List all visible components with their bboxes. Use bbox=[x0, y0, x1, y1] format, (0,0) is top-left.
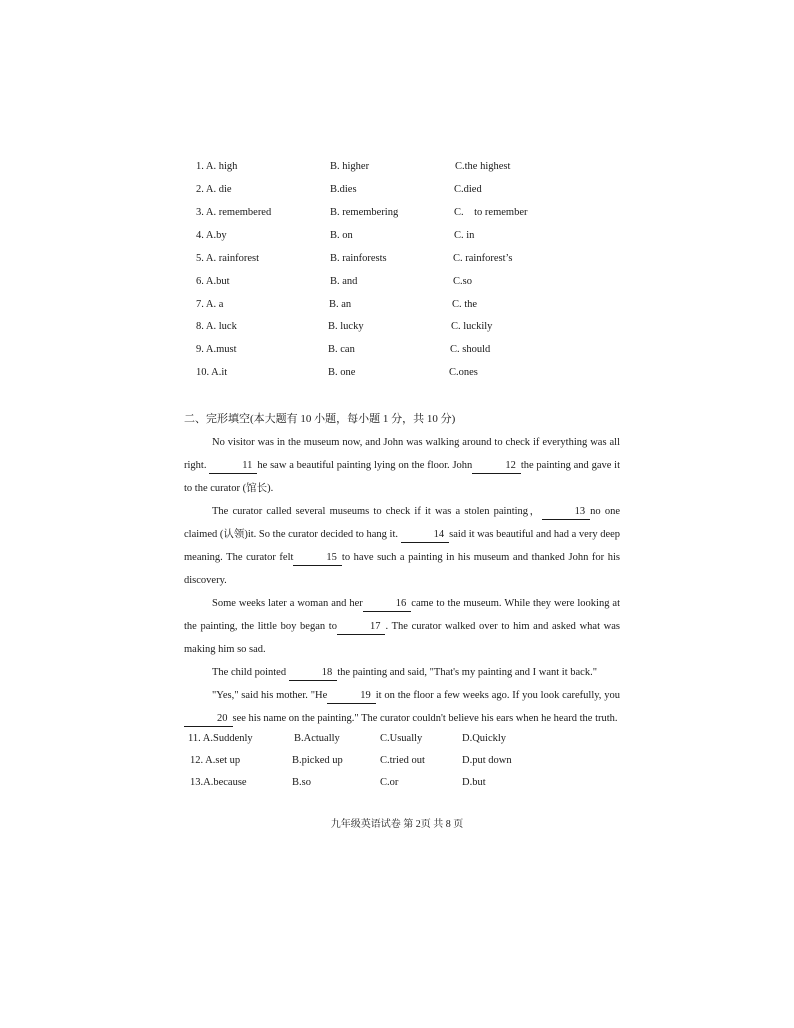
blank-12: 12 bbox=[472, 459, 521, 474]
option-b: B. one bbox=[328, 367, 356, 378]
option-row-13 bbox=[0, 774, 794, 792]
blank-11: 11 bbox=[209, 459, 257, 474]
passage-paragraph bbox=[184, 592, 620, 661]
blank-15: 15 bbox=[293, 551, 342, 566]
page-footer: 九年级英语试卷 第 2页 共 8 页 bbox=[330, 819, 464, 830]
option-d: D.Quickly bbox=[462, 733, 507, 744]
option-row-12 bbox=[0, 752, 794, 770]
option-b: B. and bbox=[330, 276, 358, 287]
option-row-10 bbox=[0, 364, 794, 382]
option-a: 8. A. luck bbox=[196, 321, 237, 332]
option-b: B.dies bbox=[330, 184, 357, 195]
option-a: 4. A.by bbox=[196, 230, 227, 241]
option-b: B.picked up bbox=[292, 755, 343, 766]
passage-text: no one claimed (认领)it. So the curator decided to hang it. bbox=[184, 506, 620, 540]
passage-text: it on the floor a few weeks ago. If you look carefully, you bbox=[375, 690, 620, 701]
passage-text: Some weeks later a woman and her bbox=[212, 598, 363, 609]
option-c: C. in bbox=[454, 230, 475, 241]
option-c: C. should bbox=[450, 344, 491, 355]
option-row-5 bbox=[0, 250, 794, 268]
option-c: C. the bbox=[452, 299, 478, 310]
option-c: C.ones bbox=[449, 367, 478, 378]
option-a: 9. A.must bbox=[196, 344, 237, 355]
option-c: C.tried out bbox=[380, 755, 425, 766]
option-b: B. rainforests bbox=[330, 253, 387, 264]
passage-text: to have such a painting in his museum and thanked John for his discovery. bbox=[184, 552, 620, 586]
option-d: D.put down bbox=[462, 755, 512, 766]
blank-17: 17 bbox=[337, 620, 386, 635]
option-row-7 bbox=[0, 296, 794, 314]
section-title: 二、完形填空(本大题有 10 小题，每小题 1 分，共 10 分) bbox=[184, 413, 456, 425]
blank-19: 19 bbox=[327, 689, 376, 704]
cloze-passage bbox=[184, 431, 620, 730]
blank-14: 14 bbox=[401, 528, 450, 543]
option-c: C.Usually bbox=[380, 733, 423, 744]
option-a: 12. A.set up bbox=[190, 755, 241, 766]
option-b: B. higher bbox=[330, 161, 370, 172]
option-c: C.died bbox=[454, 184, 482, 195]
option-b: B. can bbox=[328, 344, 355, 355]
option-d: D.but bbox=[462, 777, 486, 788]
option-b: B. on bbox=[330, 230, 353, 241]
option-c: C. luckily bbox=[451, 321, 493, 332]
option-b: B. lucky bbox=[328, 321, 364, 332]
passage-text: . The curator walked over to him and asked what was making him so sad. bbox=[184, 621, 620, 655]
option-row-4 bbox=[0, 227, 794, 245]
passage-text: the painting and gave it to the curator (馆长). bbox=[184, 460, 621, 494]
option-c: C.so bbox=[453, 276, 472, 287]
option-c: C.or bbox=[380, 777, 399, 788]
option-a: 10. A.it bbox=[196, 367, 228, 378]
passage-paragraph bbox=[184, 500, 620, 592]
option-row-8 bbox=[0, 318, 794, 336]
option-row-1 bbox=[0, 158, 794, 176]
option-a: 7. A. a bbox=[196, 299, 224, 310]
passage-text: The child pointed bbox=[212, 667, 287, 678]
option-row-6 bbox=[0, 273, 794, 291]
blank-13: 13 bbox=[542, 505, 591, 520]
passage-text: The curator called several museums to check if it was a stolen painting， bbox=[212, 506, 542, 517]
option-b: B. remembering bbox=[330, 207, 399, 218]
passage-paragraph bbox=[184, 661, 620, 684]
option-a: 5. A. rainforest bbox=[196, 253, 259, 264]
option-row-2 bbox=[0, 181, 794, 199]
blank-20: 20 bbox=[184, 712, 233, 727]
option-c: C. to remember bbox=[454, 207, 528, 218]
passage-paragraph bbox=[184, 431, 620, 500]
option-row-9 bbox=[0, 341, 794, 359]
passage-text: No visitor was in the museum now, and John was walking around to check if everything was all right. bbox=[184, 437, 620, 471]
passage-text: said it was beautiful and had a very deep meaning. The curator felt bbox=[184, 529, 621, 563]
passage-text: the painting and said, "That's my painting and I want it back." bbox=[337, 667, 597, 678]
option-a: 1. A. high bbox=[196, 161, 238, 172]
option-a: 11. A.Suddenly bbox=[188, 733, 253, 744]
passage-text: see his name on the painting." The curator couldn't believe his ears when he heard the truth. bbox=[232, 713, 618, 724]
blank-18: 18 bbox=[289, 666, 338, 681]
option-b: B.so bbox=[292, 777, 311, 788]
option-a: 13.A.because bbox=[190, 777, 247, 788]
blank-16: 16 bbox=[363, 597, 412, 612]
passage-paragraph bbox=[184, 684, 620, 730]
option-row-3 bbox=[0, 204, 794, 222]
option-row-11 bbox=[0, 730, 794, 748]
option-b: B. an bbox=[329, 299, 352, 310]
option-b: B.Actually bbox=[294, 733, 340, 744]
option-a: 6. A.but bbox=[196, 276, 230, 287]
option-c: C. rainforest’s bbox=[453, 253, 513, 264]
option-c: C.the highest bbox=[455, 161, 511, 172]
passage-text: came to the museum. While they were looking at the painting, the little boy began to bbox=[184, 598, 620, 632]
passage-text: he saw a beautiful painting lying on the floor. John bbox=[257, 460, 473, 471]
passage-text: "Yes," said his mother. "He bbox=[212, 690, 328, 701]
option-a: 3. A. remembered bbox=[196, 207, 272, 218]
option-a: 2. A. die bbox=[196, 184, 232, 195]
